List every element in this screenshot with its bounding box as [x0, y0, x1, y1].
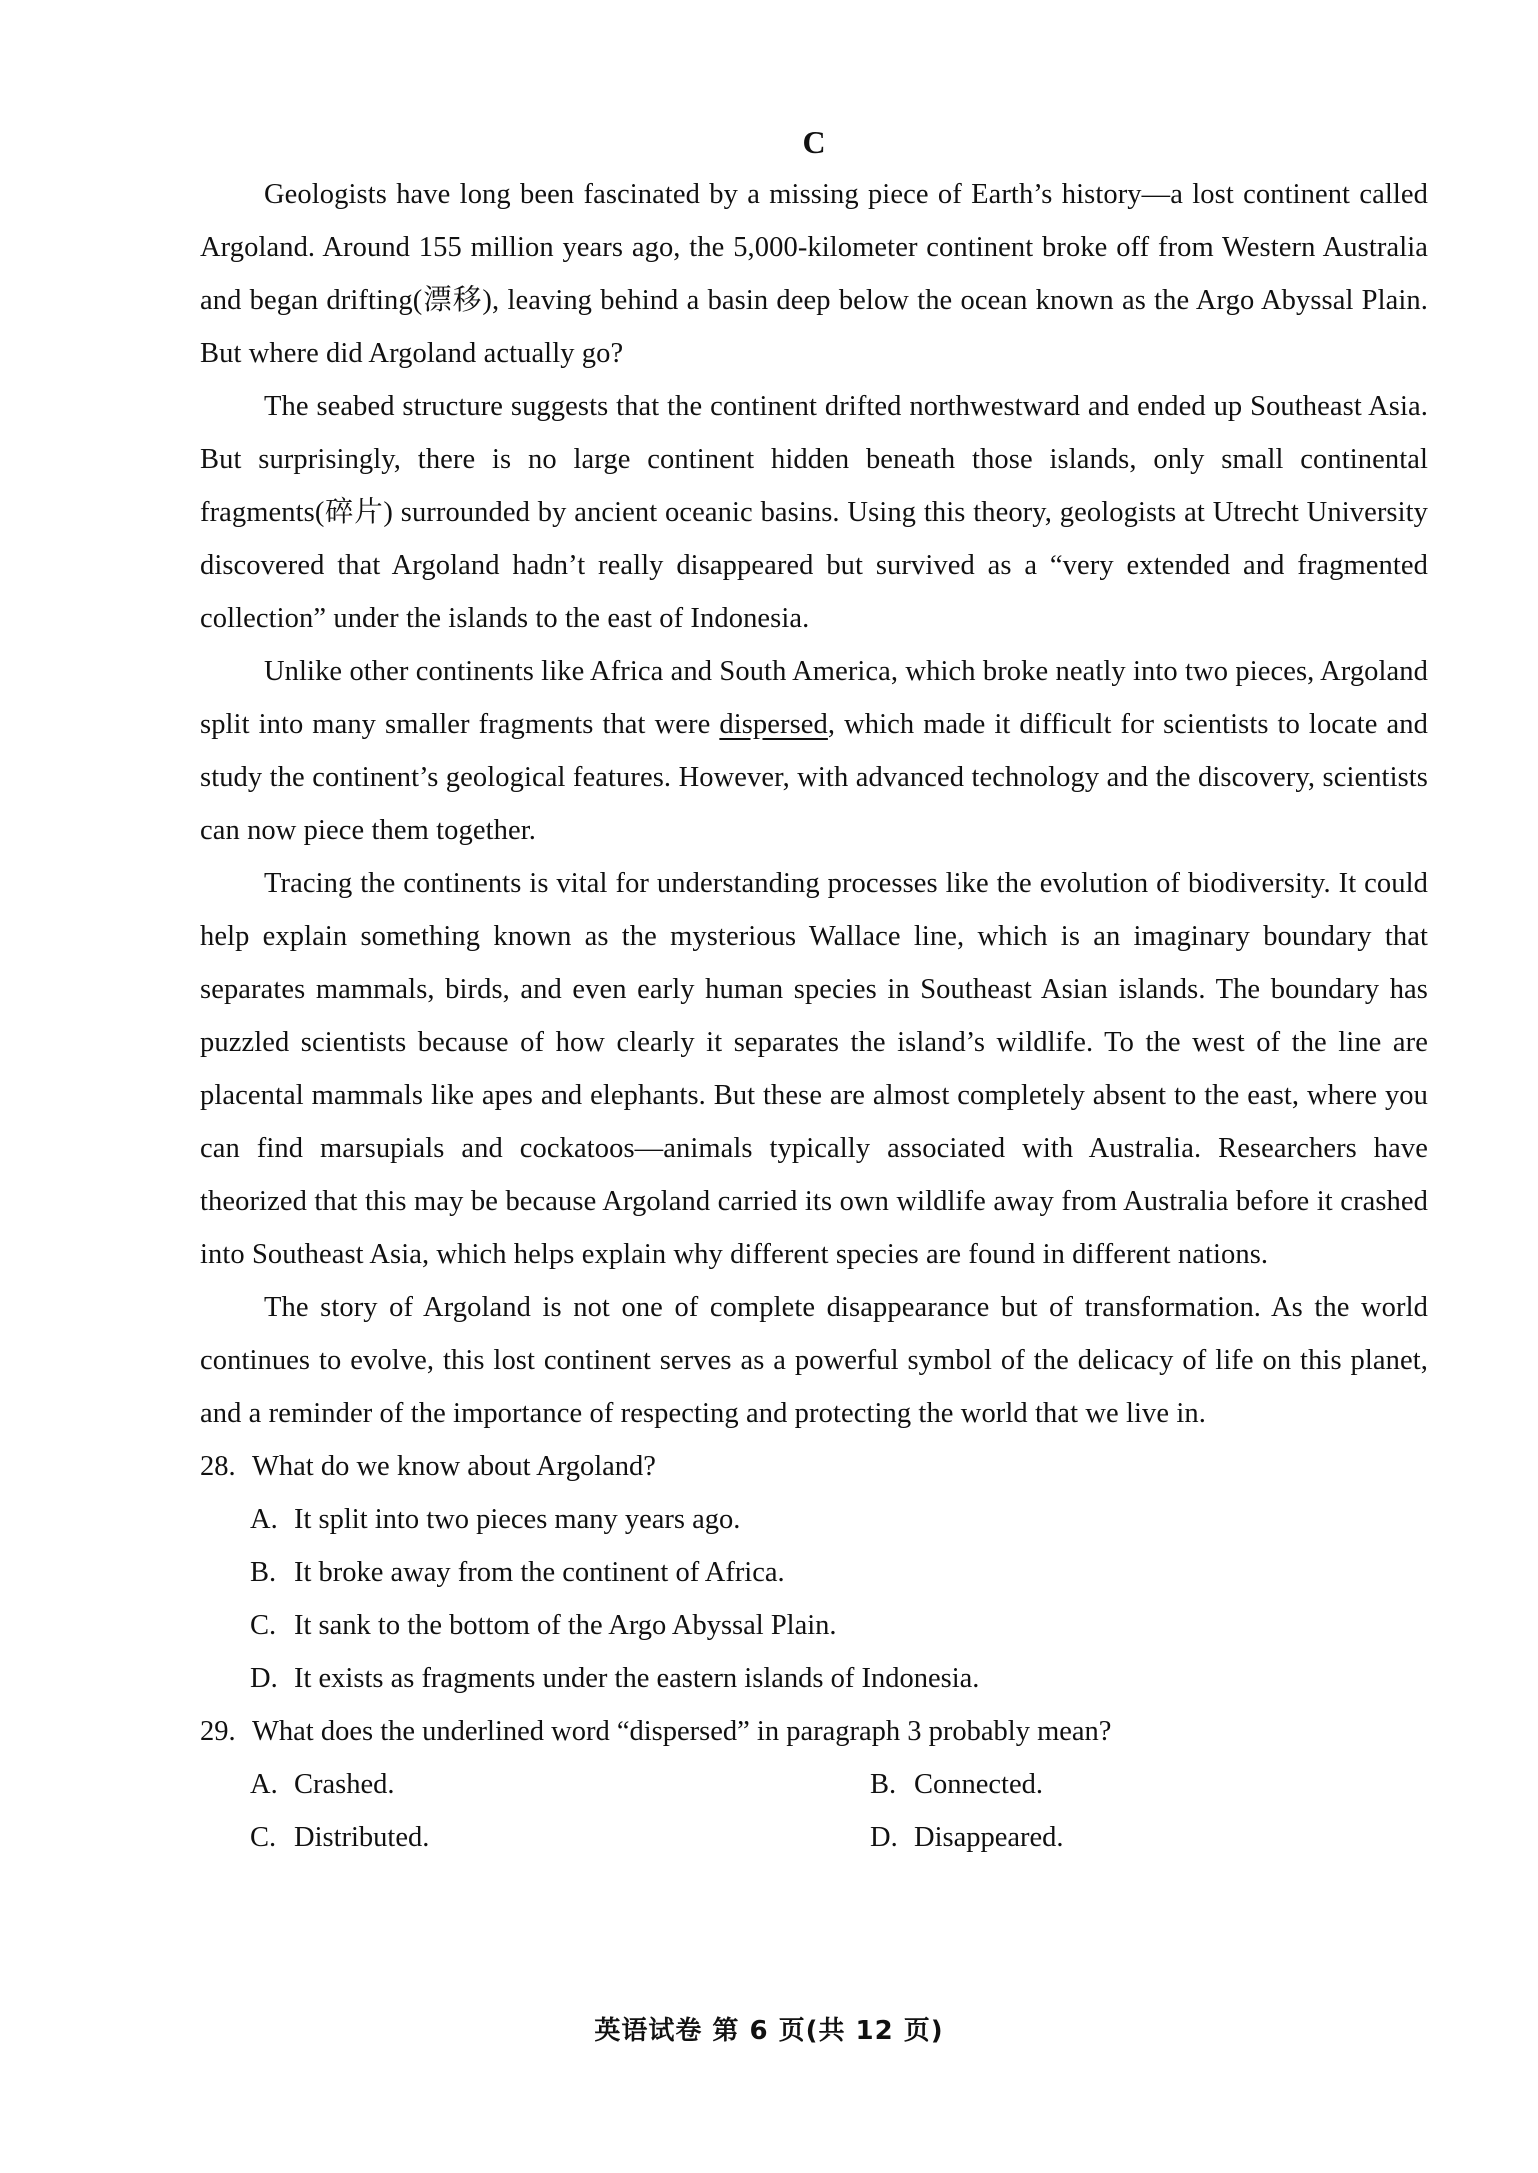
option-c: [250, 1811, 870, 1864]
question-29: [200, 1705, 1428, 1864]
question-number: 29.: [200, 1716, 236, 1747]
option-text: Connected.: [914, 1769, 1044, 1800]
option-text: It exists as fragments under the eastern islands of Indonesia.: [294, 1663, 980, 1694]
option-b: [870, 1758, 1430, 1811]
option-letter: D.: [250, 1663, 278, 1694]
exam-page: [200, 118, 1428, 1864]
question-text: What do we know about Argoland?: [252, 1451, 656, 1482]
option-letter: A.: [250, 1769, 278, 1800]
section-heading: C: [802, 124, 826, 160]
option-a: [250, 1758, 870, 1811]
option-letter: D.: [870, 1822, 898, 1853]
question-28: [200, 1440, 1428, 1705]
question-stem: [200, 1705, 1428, 1758]
option-text: Disappeared.: [914, 1822, 1064, 1853]
page-footer: 英语试卷 第 6 页(共 12 页): [594, 2016, 944, 2046]
question-stem: [200, 1440, 1428, 1493]
option-letter: C.: [250, 1610, 277, 1641]
question-text: What does the underlined word “dispersed” in paragraph 3 probably mean?: [252, 1716, 1112, 1747]
option-text: It broke away from the continent of Africa.: [294, 1557, 785, 1588]
option-c: [250, 1599, 1428, 1652]
question-number: 28.: [200, 1451, 236, 1482]
option-list: [200, 1758, 1428, 1864]
paragraph-1: Geologists have long been fascinated by a missing piece of Earth’s history—a lost continent called Argoland. Around 155 million years ago, the 5,000-kilometer continent broke off from Western Australia and began drifting(漂移), leaving behind a basin deep below the ocean known as the Argo Abyssal Plain. But where did Argoland actually go?: [200, 179, 1428, 369]
option-a: [250, 1493, 1428, 1546]
paragraph-5: The story of Argoland is not one of complete disappearance but of transformation. As the world continues to evolve, this lost continent serves as a powerful symbol of the delicacy of life on this planet, and a reminder of the importance of respecting and protecting the world that we live in.: [200, 1292, 1428, 1429]
option-letter: C.: [250, 1822, 277, 1853]
option-letter: A.: [250, 1504, 278, 1535]
paragraph-4: Tracing the continents is vital for understanding processes like the evolution of biodiversity. It could help explain something known as the mysterious Wallace line, which is an imaginary boundary that separates mammals, birds, and even early human species in Southeast Asian islands. The boundary has puzzled scientists because of how clearly it separates the island’s wildlife. To the west of the line are placental mammals like apes and elephants. But these are almost completely absent to the east, where you can find marsupials and cockatoos—animals typically associated with Australia. Researchers have theorized that this may be because Argoland carried its own wildlife away from Australia before it crashed into Southeast Asia, which helps explain why different species are found in different nations.: [200, 868, 1428, 1270]
underlined-word: dispersed: [719, 709, 828, 740]
paragraph-3: [200, 645, 1428, 857]
option-d: [250, 1652, 1428, 1705]
option-letter: B.: [250, 1557, 277, 1588]
option-text: Distributed.: [294, 1822, 430, 1853]
option-b: [250, 1546, 1428, 1599]
paragraph-3-before: Unlike other continents like Africa and South America, which broke neatly into two pieces, Argoland split into many smaller fragments that were: [200, 656, 1428, 740]
paragraph-3-after: , which made it difficult for scientists to locate and study the continent’s geological features. However, with advanced technology and the discovery, scientists can now piece them together.: [200, 709, 1428, 846]
option-list: [200, 1493, 1428, 1705]
option-text: It sank to the bottom of the Argo Abyssal Plain.: [294, 1610, 837, 1641]
paragraph-2: The seabed structure suggests that the continent drifted northwestward and ended up Southeast Asia. But surprisingly, there is no large continent hidden beneath those islands, only small continental fragments(碎片) surrounded by ancient oceanic basins. Using this theory, geologists at Utrecht University discovered that Argoland hadn’t really disappeared but survived as a “very extended and fragmented collection” under the islands to the east of Indonesia.: [200, 391, 1428, 634]
option-d: [870, 1811, 1430, 1864]
option-letter: B.: [870, 1769, 897, 1800]
option-text: Crashed.: [294, 1769, 395, 1800]
option-text: It split into two pieces many years ago.: [294, 1504, 741, 1535]
